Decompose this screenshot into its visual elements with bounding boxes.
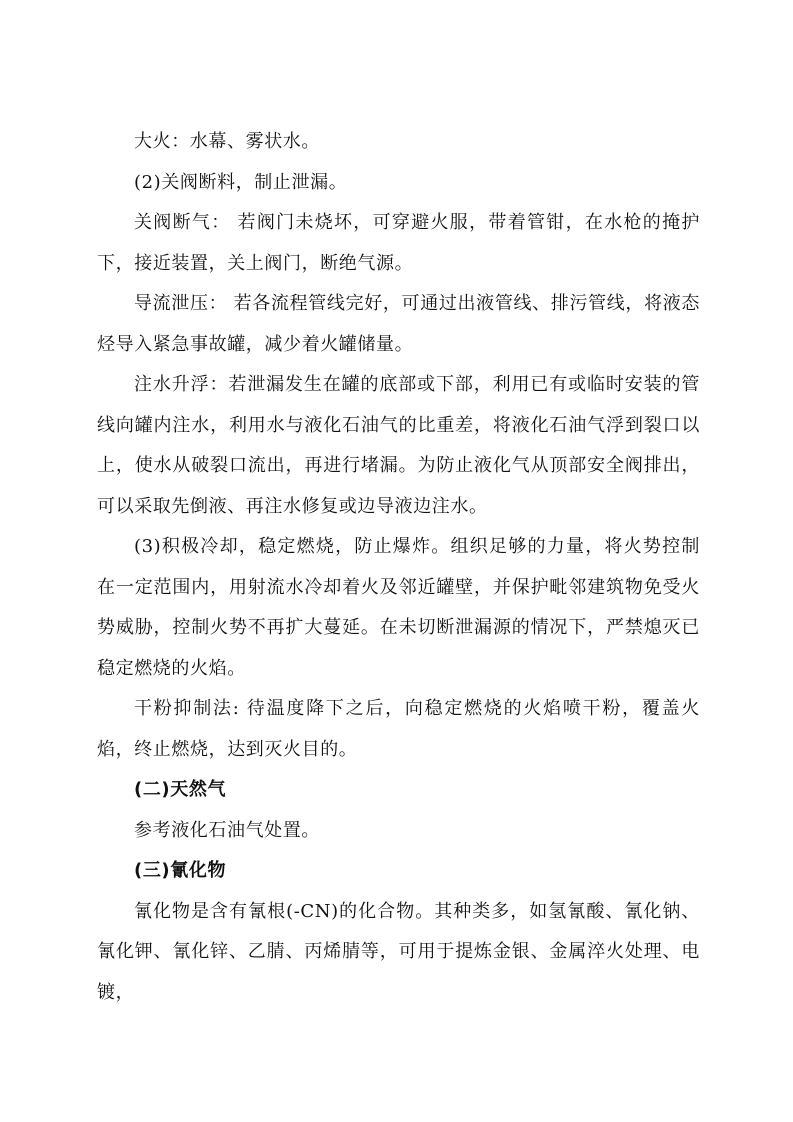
- paragraph-natural-gas: 参考液化石油气处置。: [134, 819, 320, 841]
- paragraph-cyanide: 氰化物是含有氰根(-CN)的化合物。其种类多，如氢氰酸、氰化钠、氰化钾、氰化锌、乙腈、丙烯腈等，可用于提炼金银、金属淬火处理、电镀，: [97, 900, 700, 1003]
- paragraph-close-valve-heading: (2)关阀断料，制止泄漏。: [134, 171, 348, 193]
- paragraph-dry-powder: 干粉抑制法: 待温度降下之后，向稳定燃烧的火焰喷干粉，覆盖火焰，终止燃烧，达到灭火目的。: [97, 698, 700, 760]
- paragraph-large-fire: 大火：水幕、雾状水。: [134, 131, 320, 152]
- section-heading-cyanide: (三)氰化物: [134, 860, 227, 881]
- section-heading-natural-gas: (二)天然气: [134, 779, 227, 800]
- paragraph-active-cooling: (3)积极冷却，稳定燃烧，防止爆炸。组织足够的力量，将火势控制在一定范围内，用射流水冷却着火及邻近罐壁，并保护毗邻建筑物免受火势威胁，控制火势不再扩大蔓延。在未切断泄漏源的情况下，严禁熄灭已稳定燃烧的火焰。: [97, 536, 700, 679]
- paragraph-water-injection: 注水升浮：若泄漏发生在罐的底部或下部，利用已有或临时安装的管线向罐内注水，利用水与液化石油气的比重差，将液化石油气浮到裂口以上，使水从破裂口流出，再进行堵漏。为防止液化气从顶部安全阀排出，可以采取先倒液、再注水修复或边导液边注水。: [97, 374, 700, 517]
- paragraph-diversion-pressure-relief: 导流泄压： 若各流程管线完好，可通过出液管线、排污管线，将液态烃导入紧急事故罐，减少着火罐储量。: [97, 293, 700, 355]
- paragraph-close-valve-gas: 关阀断气： 若阀门未烧坏，可穿避火服，带着管钳，在水枪的掩护下，接近装置，关上阀门，断绝气源。: [97, 212, 700, 274]
- document-page: [97, 122, 700, 1013]
